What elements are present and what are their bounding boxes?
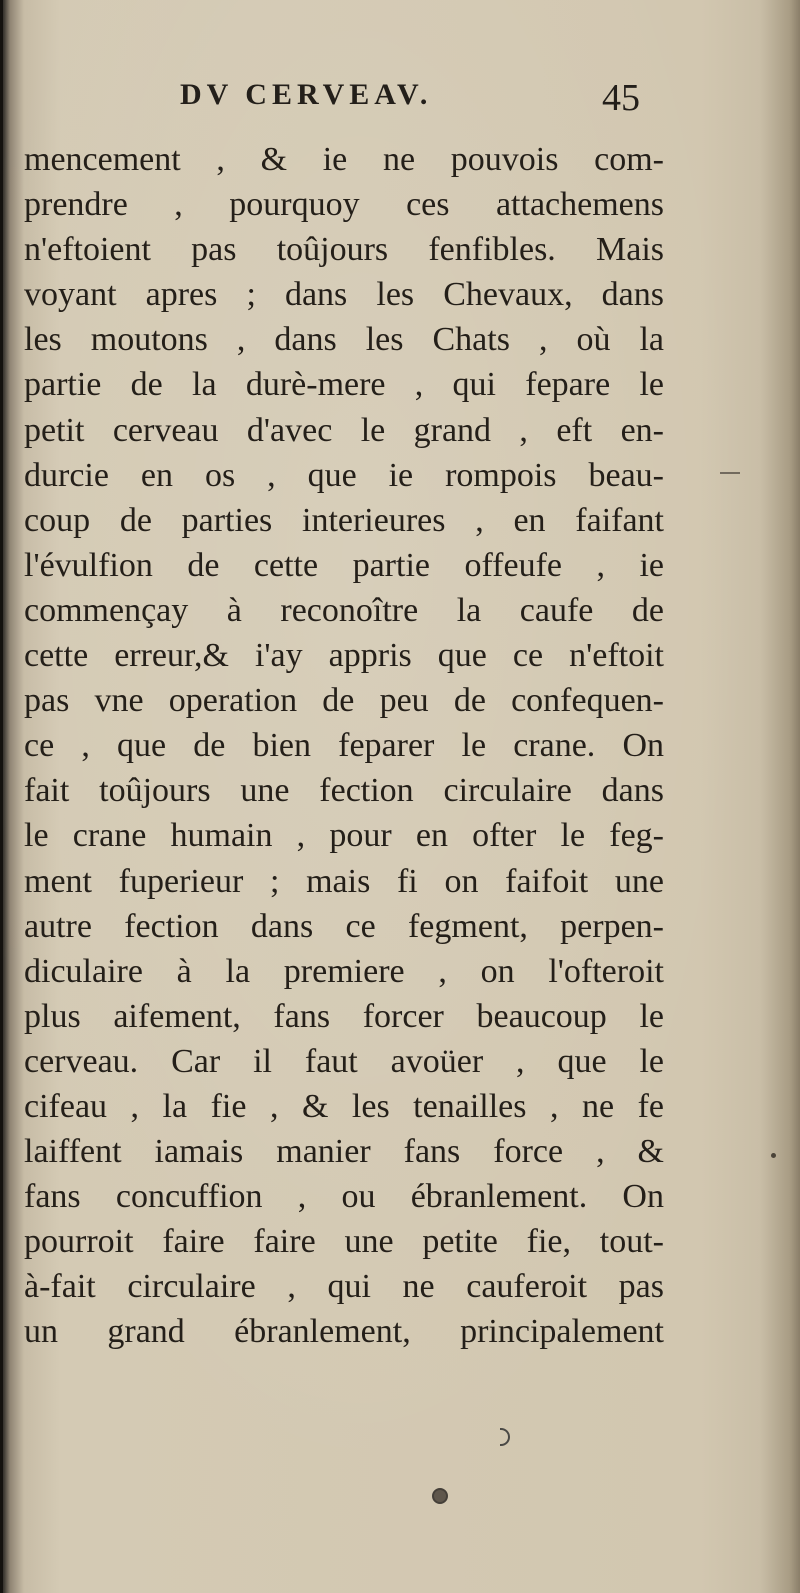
text-line: n'eftoient pas toûjours fenfibles. Mais [24,231,664,269]
text-line: ce , que de bien feparer le crane. On [24,727,664,765]
text-line: pourroit faire faire une petite fie, tout- [24,1223,664,1261]
page-header [170,70,690,130]
text-line: plus aifement, fans forcer beaucoup le [24,997,664,1035]
binding-gutter [0,0,3,1593]
running-title: DV CERVEAV. [180,78,433,111]
text-line: diculaire à la premiere , on l'ofteroit [24,952,664,990]
text-line: cette erreur,& i'ay appris que ce n'eftoit [24,637,664,675]
margin-speck [771,1153,776,1158]
ink-mark [500,1428,510,1446]
text-line: un grand ébranlement, principalement [24,1313,664,1351]
text-line: fans concuffion , ou ébranlement. On [24,1178,664,1216]
text-line: laiffent iamais manier fans force , & [24,1133,664,1171]
text-line: petit cerveau d'avec le grand , eft en- [24,411,664,449]
margin-mark [720,472,740,474]
ink-blot [432,1488,448,1504]
text-line: commençay à reconoître la caufe de [24,591,664,629]
body-text [24,137,664,1355]
text-line: l'évulfion de cette partie offeufe , ie [24,546,664,584]
text-line: pas vne operation de peu de confequen- [24,682,664,720]
text-line: autre fection dans ce fegment, perpen- [24,907,664,945]
text-line: prendre , pourquoy ces attachemens [24,186,664,224]
text-line: partie de la durè-mere , qui fepare le [24,366,664,404]
text-line: ment fuperieur ; mais fi on faifoit une [24,862,664,900]
text-line: le crane humain , pour en ofter le feg- [24,817,664,855]
text-line: les moutons , dans les Chats , où la [24,321,664,359]
page-number: 45 [602,77,640,119]
text-line: cifeau , la fie , & les tenailles , ne fe [24,1087,664,1125]
text-line: coup de parties interieures , en faifant [24,501,664,539]
text-line: durcie en os , que ie rompois beau- [24,456,664,494]
text-line: voyant apres ; dans les Chevaux, dans [24,276,664,314]
text-line: à-fait circulaire , qui ne cauferoit pas [24,1268,664,1306]
text-line: mencement , & ie ne pouvois com- [24,141,664,178]
text-line: cerveau. Car il faut avoüer , que le [24,1042,664,1080]
text-line: fait toûjours une fection circulaire dans [24,772,664,810]
